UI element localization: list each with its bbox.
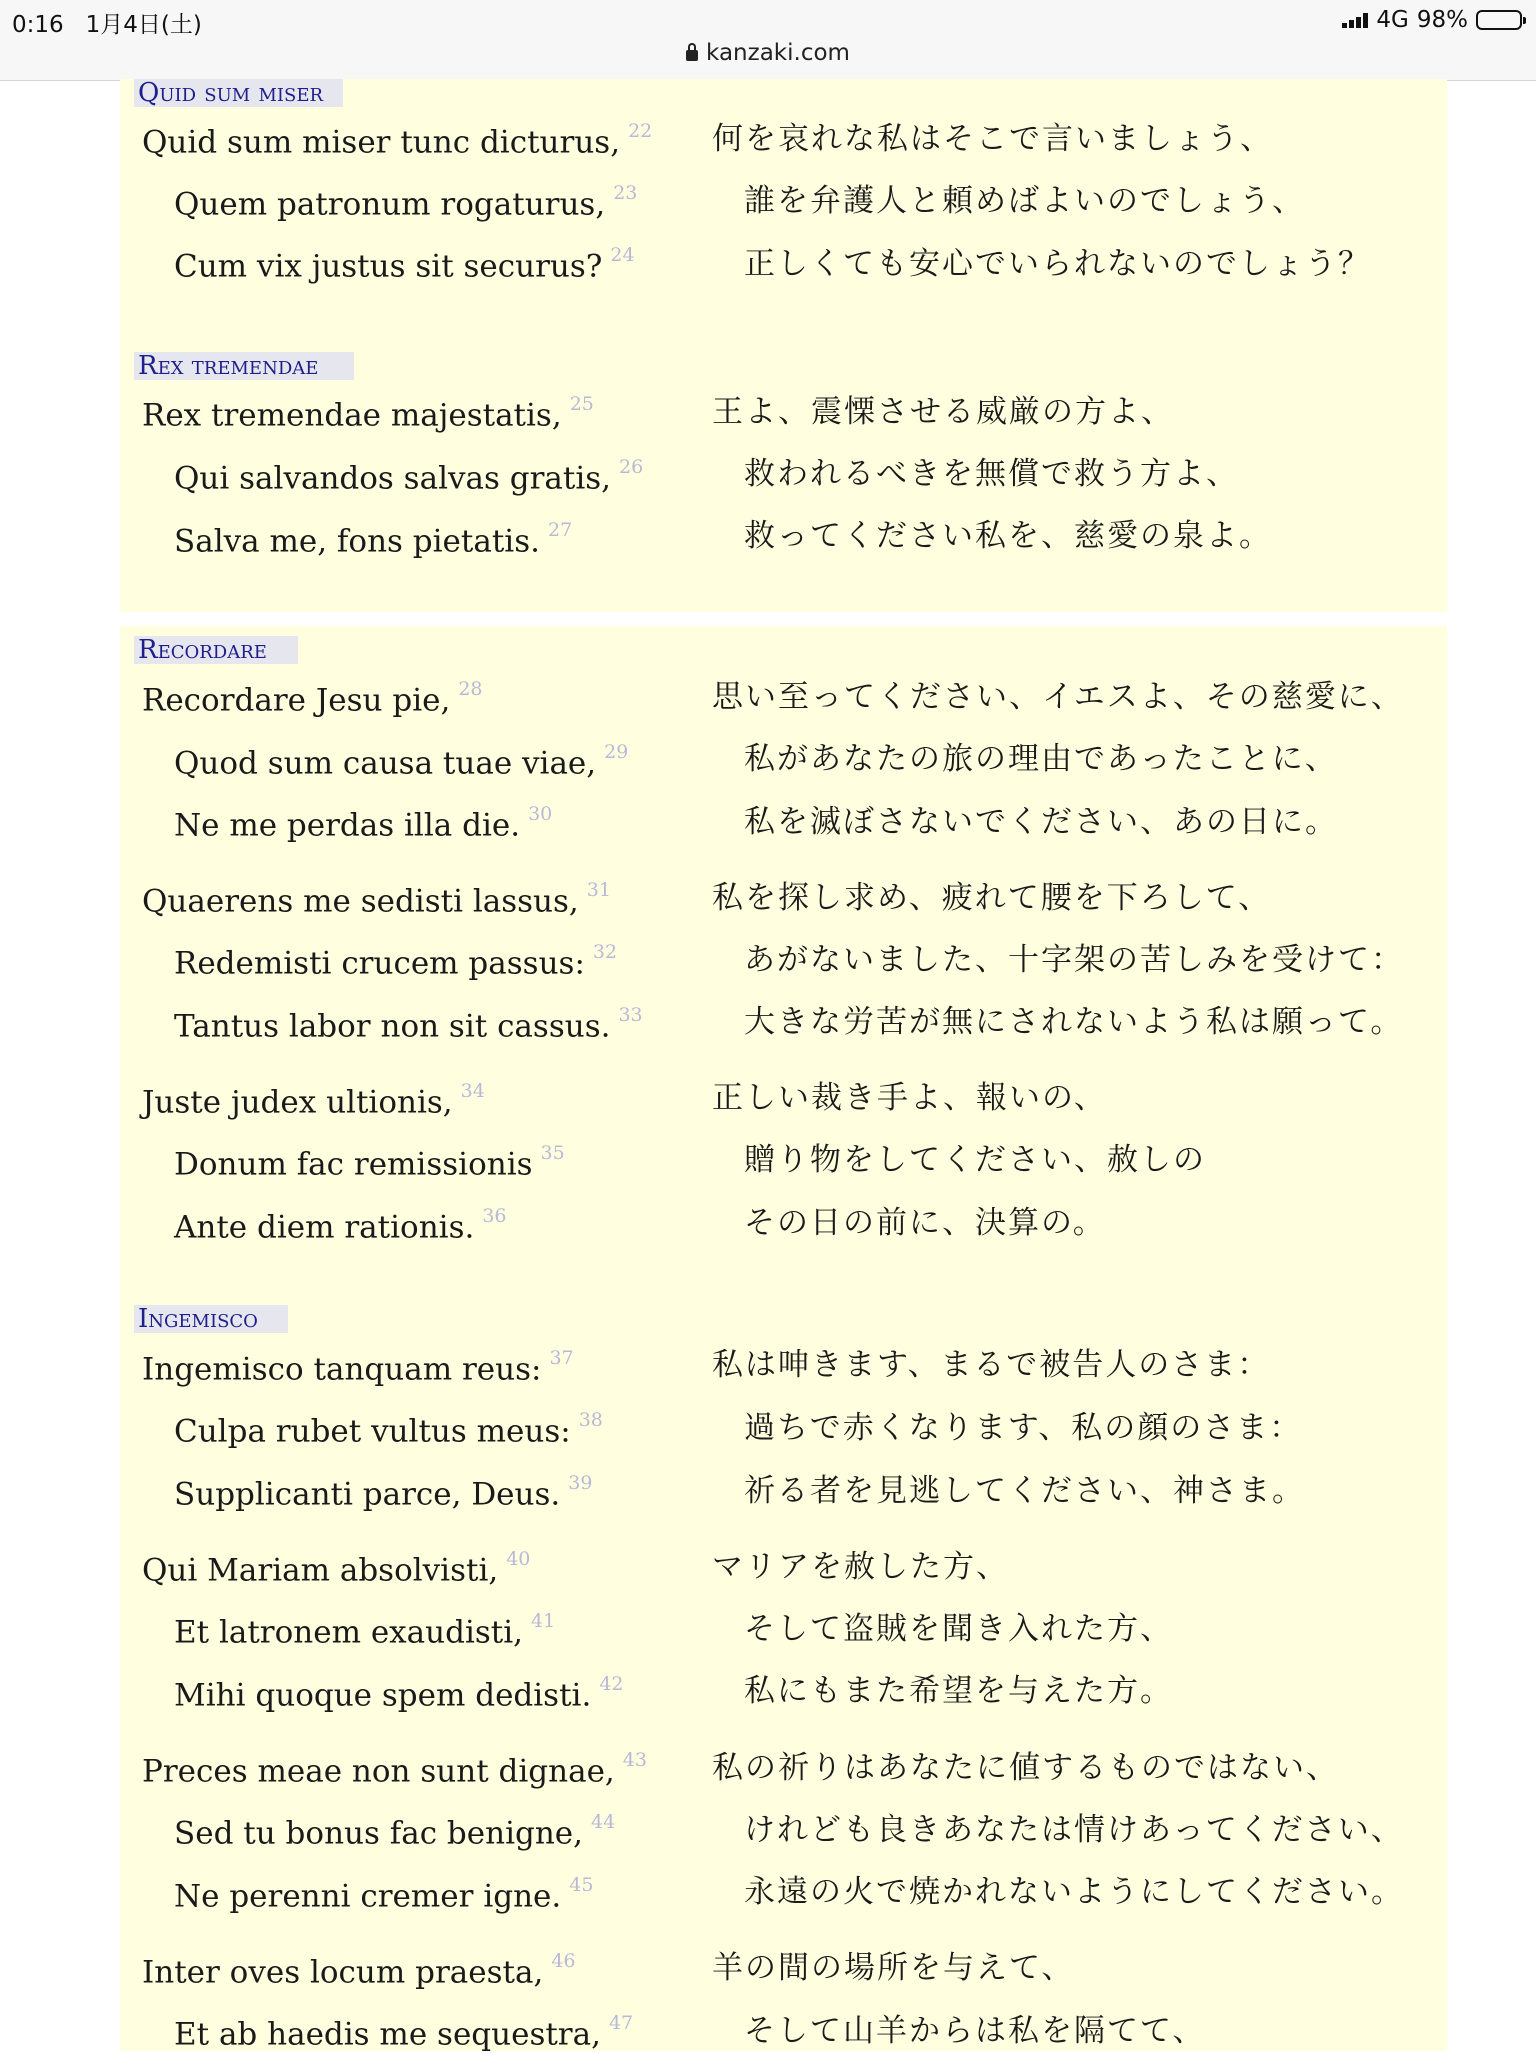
japanese-line: そして山羊からは私を隔てて、 [744, 2013, 1206, 2049]
japanese-line: 私にもまた希望を与えた方。 [744, 1673, 1173, 1709]
latin-line: Culpa rubet vultus meus: $^{38}$ [174, 1409, 603, 1450]
latin-line: Ne perenni cremer igne. $^{45}$ [174, 1874, 594, 1915]
latin-line: Quid sum miser tunc dicturus, $^{22}$ [142, 120, 653, 161]
japanese-line: 永遠の火で焼かれないようにしてください。 [744, 1874, 1404, 1910]
japanese-line: 思い至ってください、イエスよ、その慈愛に、 [712, 679, 1404, 715]
address-bar[interactable] [0, 40, 1536, 66]
latin-line: Salva me, fons pietatis. $^{27}$ [174, 519, 573, 560]
latin-line: Redemisti crucem passus: $^{32}$ [174, 941, 618, 982]
japanese-line: 王よ、震慄させる威厳の方よ、 [712, 394, 1174, 430]
section-ingemisco [120, 1291, 1447, 2051]
section-title: Recordare [134, 636, 298, 664]
latin-line: Mihi quoque spem dedisti. $^{42}$ [174, 1673, 624, 1714]
line-number: 42 [599, 1673, 624, 1695]
japanese-line: 羊の間の場所を与えて、 [712, 1950, 1075, 1986]
line-number: 31 [586, 879, 611, 901]
line-number: 23 [613, 182, 638, 204]
japanese-line: 私を探し求め、疲れて腰を下ろして、 [712, 880, 1272, 916]
line-number: 28 [458, 678, 483, 700]
latin-line: Supplicanti parce, Deus. $^{39}$ [174, 1472, 593, 1513]
line-number: 41 [531, 1610, 556, 1632]
latin-line: Ne me perdas illa die. $^{30}$ [174, 803, 553, 844]
line-number: 29 [604, 741, 629, 763]
japanese-line: 贈り物をしてください、赦しの [744, 1142, 1206, 1178]
line-number: 36 [482, 1205, 507, 1227]
url-text: kanzaki.com [706, 40, 850, 66]
date: 1月4日(土) [85, 12, 202, 38]
signal-icon [1342, 12, 1368, 28]
japanese-line: 私を滅ぼさないでください、あの日に。 [744, 804, 1338, 840]
japanese-line: マリアを赦した方、 [712, 1549, 1009, 1585]
latin-line: Inter oves locum praesta, $^{46}$ [142, 1950, 576, 1991]
latin-line: Recordare Jesu pie, $^{28}$ [142, 678, 483, 719]
line-number: 30 [528, 803, 553, 825]
section-recordare [120, 612, 1447, 1382]
line-number: 37 [549, 1347, 574, 1369]
line-number: 44 [591, 1811, 616, 1833]
status-indicators [1342, 6, 1522, 34]
japanese-line: 正しい裁き手よ、報いの、 [712, 1080, 1107, 1116]
line-number: 43 [622, 1749, 647, 1771]
japanese-line: 私は呻きます、まるで被告人のさま： [712, 1347, 1271, 1383]
network-label: 4G [1376, 7, 1409, 33]
line-number: 47 [608, 2012, 634, 2034]
line-number: 26 [619, 456, 644, 478]
line-number: 45 [569, 1874, 594, 1896]
latin-line: Sed tu bonus fac benigne, $^{44}$ [174, 1811, 616, 1852]
japanese-line: 過ちで赤くなります、私の顔のさま： [744, 1410, 1303, 1446]
battery-label: 98% [1416, 7, 1468, 33]
clock: 0:16 [12, 12, 64, 38]
japanese-line: 私の祈りはあなたに値するものではない、 [712, 1750, 1339, 1786]
japanese-line: 正しくても安心でいられないのでしょう？ [744, 246, 1371, 282]
japanese-line: その日の前に、決算の。 [744, 1205, 1106, 1241]
latin-line: Tantus labor non sit cassus. $^{33}$ [174, 1004, 643, 1045]
japanese-line: 大きな労苦が無にされないよう私は願って。 [744, 1004, 1404, 1040]
section-title: Ingemisco [134, 1305, 288, 1333]
japanese-line: 祈る者を見逃してください、神さま。 [744, 1473, 1305, 1509]
line-number: 35 [540, 1142, 565, 1164]
battery-icon [1476, 10, 1522, 30]
line-number: 46 [551, 1950, 576, 1972]
latin-line: Et ab haedis me sequestra, $^{47}$ [174, 2012, 634, 2053]
japanese-line: そして盗賊を聞き入れた方、 [744, 1611, 1173, 1647]
line-number: 33 [618, 1004, 643, 1026]
latin-line: Quem patronum rogaturus, $^{23}$ [174, 182, 638, 223]
latin-line: Qui salvandos salvas gratis, $^{26}$ [174, 456, 644, 497]
japanese-line: けれども良きあなたは情けあってください、 [744, 1812, 1404, 1848]
line-number: 27 [547, 519, 573, 541]
japanese-line: 誰を弁護人と頼めばよいのでしょう、 [744, 183, 1305, 219]
section-title: Rex tremendae [134, 352, 354, 380]
lock-icon [686, 50, 698, 61]
line-number: 39 [568, 1472, 593, 1494]
line-number: 40 [506, 1548, 531, 1570]
section-title: Quid sum miser [134, 79, 343, 107]
latin-line: Quod sum causa tuae viae, $^{29}$ [174, 741, 629, 782]
latin-line: Donum fac remissionis $^{35}$ [174, 1142, 565, 1183]
latin-line: Ante diem rationis. $^{36}$ [174, 1205, 507, 1246]
latin-line: Cum vix justus sit securus? $^{24}$ [174, 244, 635, 285]
latin-line: Ingemisco tanquam reus: $^{37}$ [142, 1347, 574, 1388]
section-quid-sum-miser [120, 79, 1447, 334]
japanese-line: 救ってください私を、慈愛の泉よ。 [744, 518, 1272, 554]
line-number: 34 [460, 1080, 485, 1102]
line-number: 38 [578, 1409, 603, 1431]
latin-line: Rex tremendae majestatis, $^{25}$ [142, 393, 594, 434]
latin-line: Quaerens me sedisti lassus, $^{31}$ [142, 879, 611, 920]
latin-line: Juste judex ultionis, $^{34}$ [142, 1080, 485, 1121]
line-number: 24 [610, 244, 635, 266]
latin-line: Et latronem exaudisti, $^{41}$ [174, 1610, 556, 1651]
status-time [12, 6, 202, 39]
japanese-line: 何を哀れな私はそこで言いましょう、 [712, 121, 1273, 157]
japanese-line: 私があなたの旅の理由であったことに、 [744, 741, 1338, 777]
line-number: 22 [628, 120, 653, 142]
line-number: 32 [592, 941, 618, 963]
line-number: 25 [569, 393, 594, 415]
latin-line: Qui Mariam absolvisti, $^{40}$ [142, 1548, 531, 1589]
status-bar [0, 0, 1536, 81]
section-rex-tremendae [120, 334, 1447, 612]
latin-line: Preces meae non sunt dignae, $^{43}$ [142, 1749, 647, 1790]
japanese-line: あがないました、十字架の苦しみを受けて： [744, 942, 1404, 978]
japanese-line: 救われるべきを無償で救う方よ、 [744, 456, 1239, 492]
